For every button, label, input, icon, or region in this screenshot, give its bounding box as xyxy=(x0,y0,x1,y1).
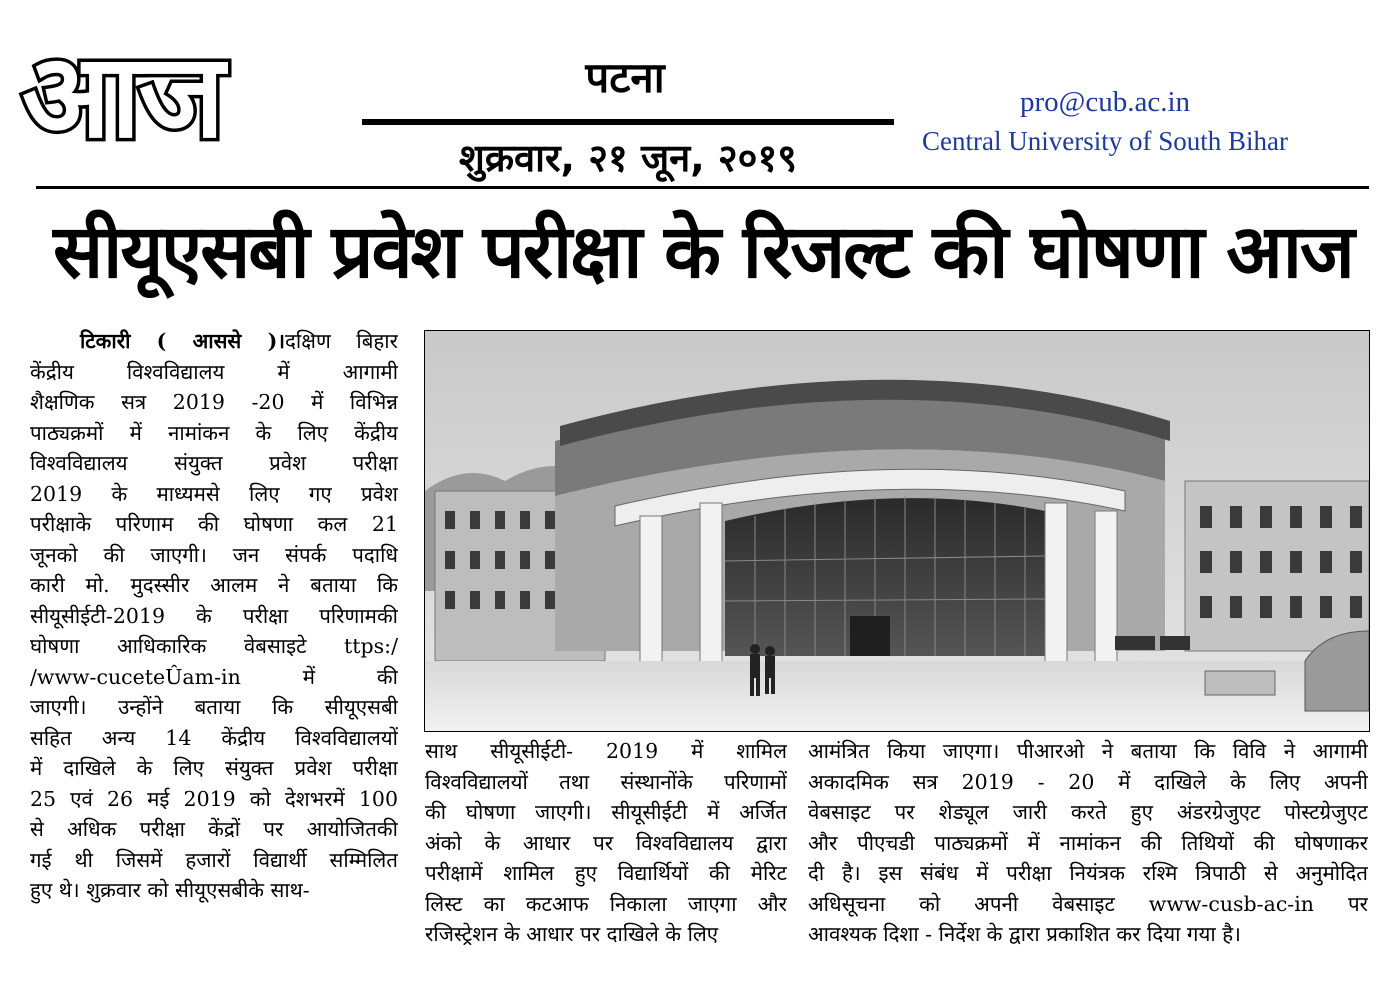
article-line: जाएगी। उन्होंने बताया कि सीयूएसबी xyxy=(30,695,398,719)
article-line xyxy=(30,326,398,357)
article-line: अकादमिक सत्र 2019 - 20 में दाखिले के लिए अपनी xyxy=(808,769,1368,794)
article-line: हुए थे। शुक्रवार को सीयूएसबीके साथ- xyxy=(30,878,310,902)
article-line: गई थी जिसमें हजारों विद्यार्थी सम्मिलित xyxy=(30,847,398,872)
article-line: परीक्षाके परिणाम की घोषणा कल 21 xyxy=(30,512,398,536)
source-email[interactable]: pro@cub.ac.in xyxy=(1019,86,1191,118)
article-line: लिस्ट का कटआफ निकाला जाएगा और xyxy=(425,891,787,916)
edition-city: पटना xyxy=(585,53,665,102)
article-column-right xyxy=(808,736,1368,950)
article-line: शैक्षणिक सत्र 2019 -20 में विभिन्न xyxy=(30,390,398,414)
article-dateline: टिकारी ( आससे )। xyxy=(80,329,286,353)
article-column-left xyxy=(30,326,398,906)
article-line: अंको के आधार पर विश्वविद्यालय द्वारा xyxy=(425,830,787,855)
article-line: साथ सीयूसीईटी- 2019 में शामिल xyxy=(425,739,787,763)
source-institution: Central University of South Bihar xyxy=(922,126,1288,156)
article-line: 25 एवं 26 मई 2019 को देशभरमें 100 xyxy=(30,786,398,811)
article-line: परीक्षामें शामिल हुए विद्यार्थियों की मेरिट xyxy=(425,861,787,885)
article-line: वेबसाइट पर शेड्यूल जारी करते हुए अंडरग्रेजुएट पोस्टग्रेजुएट xyxy=(808,800,1368,824)
article-line: केंद्रीय विश्वविद्यालय में आगामी xyxy=(30,359,398,384)
article-line: कारी मो. मुदस्सीर आलम ने बताया कि xyxy=(30,573,398,597)
masthead-divider xyxy=(362,119,894,125)
newspaper-logo: आज xyxy=(22,29,223,164)
article-line: से अधिक परीक्षा केंद्रों पर आयोजितकी xyxy=(30,817,398,841)
article-line: और पीएचडी पाठ्यक्रमों में नामांकन की तिथियों की घोषणाकर xyxy=(808,830,1368,855)
article-line: सहित अन्य 14 केंद्रीय विश्वविद्यालयों xyxy=(30,725,398,750)
article-line: में दाखिले के लिए संयुक्त प्रवेश परीक्षा xyxy=(30,756,398,780)
edition-date: शुक्रवार, २१ जून, २०१९ xyxy=(459,136,797,180)
article-line-text: दक्षिण बिहार xyxy=(285,329,398,353)
university-building-photo xyxy=(424,330,1370,732)
article-line: रजिस्ट्रेशन के आधार पर दाखिले के लिए xyxy=(425,922,719,946)
article-line: 2019 के माध्यमसे लिए गए प्रवेश xyxy=(30,481,398,506)
article-line: विश्वविद्यालयों तथा संस्थानोंके परिणामों xyxy=(425,769,787,794)
article-line: घोषणा आधिकारिक वेबसाइटे ttps:/ xyxy=(30,634,398,658)
article-line: आवश्यक दिशा - निर्देश के द्वारा प्रकाशित कर दिया गया है। xyxy=(808,922,1241,946)
building-photo-icon xyxy=(425,331,1369,731)
article-line: /www-cuceteÛam-in में की xyxy=(30,664,398,689)
article-line: जूनको की जाएगी। जन संपर्क पदाधि xyxy=(30,542,398,567)
article-line: सीयूसीईटी-2019 के परीक्षा परिणामकी xyxy=(30,603,398,628)
article-column-middle xyxy=(425,736,787,950)
article-line: की घोषणा जाएगी। सीयूसीईटी में अर्जित xyxy=(425,800,787,824)
article-line: अधिसूचना को अपनी वेबसाइट www-cusb-ac-in पर xyxy=(808,891,1368,916)
article-line: दी है। इस संबंध में परीक्षा नियंत्रक रश्मि त्रिपाठी से अनुमोदित xyxy=(808,861,1368,885)
headline: सीयूएसबी प्रवेश परीक्षा के रिजल्ट की घोषणा आज xyxy=(53,209,1353,295)
article-line: विश्वविद्यालय संयुक्त प्रवेश परीक्षा xyxy=(30,451,398,475)
article-line: आमंत्रित किया जाएगा। पीआरओ ने बताया कि विवि ने आगामी xyxy=(808,739,1368,763)
header-rule xyxy=(36,186,1369,189)
article-line: पाठ्यक्रमों में नामांकन के लिए केंद्रीय xyxy=(30,420,398,445)
